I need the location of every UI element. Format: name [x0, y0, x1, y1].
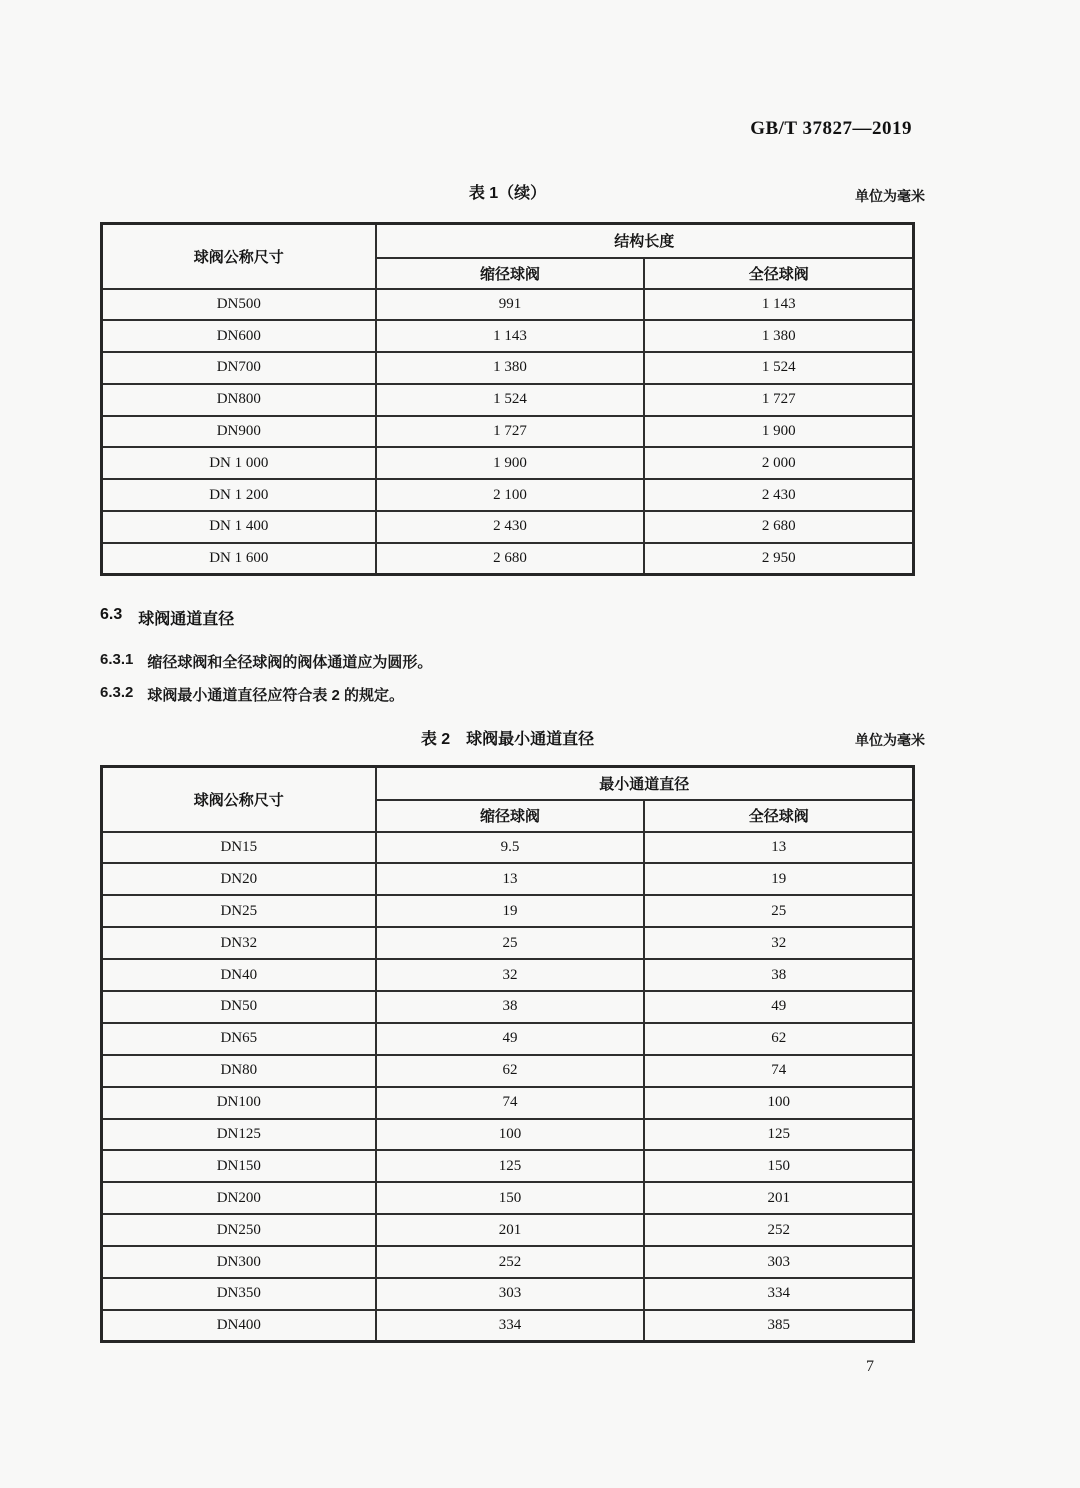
table1-caption: 表 1（续）: [468, 185, 547, 202]
value-cell: 201: [644, 1182, 913, 1214]
value-cell: 25: [644, 895, 913, 927]
table2-header-nominal-size: 球阀公称尺寸: [102, 767, 376, 832]
value-cell: 2 950: [644, 543, 913, 575]
table2-min-channel-diameter: [100, 765, 915, 1343]
table-row: [102, 543, 914, 575]
standard-code: GB/T 37827—2019: [750, 118, 912, 139]
value-cell: 1 524: [644, 352, 913, 384]
value-cell: 1 380: [376, 352, 645, 384]
value-cell: 2 430: [376, 511, 645, 543]
value-cell: 385: [644, 1310, 913, 1342]
nominal-size-cell: DN150: [102, 1150, 376, 1182]
value-cell: 334: [644, 1278, 913, 1310]
table1-header-group: 结构长度: [376, 224, 914, 258]
table-row: [102, 479, 914, 511]
table1-body: [102, 289, 914, 575]
clause-6-3-1: [100, 651, 432, 672]
value-cell: 100: [376, 1119, 645, 1151]
nominal-size-cell: DN 1 000: [102, 447, 376, 479]
nominal-size-cell: DN100: [102, 1087, 376, 1119]
value-cell: 125: [376, 1150, 645, 1182]
table2-unit-note: 单位为毫米: [855, 732, 925, 748]
nominal-size-cell: DN50: [102, 991, 376, 1023]
value-cell: 49: [644, 991, 913, 1023]
value-cell: 32: [644, 927, 913, 959]
value-cell: 13: [644, 832, 913, 864]
nominal-size-cell: DN900: [102, 416, 376, 448]
value-cell: 2 680: [376, 543, 645, 575]
table2-header-group: 最小通道直径: [376, 767, 914, 800]
nominal-size-cell: DN25: [102, 895, 376, 927]
nominal-size-cell: DN 1 200: [102, 479, 376, 511]
value-cell: 1 900: [376, 447, 645, 479]
nominal-size-cell: DN65: [102, 1023, 376, 1055]
table2-header-reduced-bore: 缩径球阀: [376, 800, 645, 832]
table-row: [102, 895, 914, 927]
value-cell: 9.5: [376, 832, 645, 864]
page-number: 7: [866, 1358, 874, 1375]
table-row: [102, 1310, 914, 1342]
value-cell: 1 143: [376, 320, 645, 352]
table-row: [102, 1214, 914, 1246]
value-cell: 1 727: [376, 416, 645, 448]
table1-header-reduced-bore: 缩径球阀: [376, 258, 645, 289]
table-row: [102, 447, 914, 479]
value-cell: 100: [644, 1087, 913, 1119]
clause-6-3-2: [100, 684, 404, 705]
clause-number: 6.3.2: [100, 684, 134, 701]
value-cell: 1 380: [644, 320, 913, 352]
table1-header-nominal-size: 球阀公称尺寸: [102, 224, 376, 289]
value-cell: 303: [644, 1246, 913, 1278]
value-cell: 1 727: [644, 384, 913, 416]
table-row: [102, 416, 914, 448]
nominal-size-cell: DN200: [102, 1182, 376, 1214]
value-cell: 252: [376, 1246, 645, 1278]
table-row: [102, 1278, 914, 1310]
nominal-size-cell: DN700: [102, 352, 376, 384]
table-row: [102, 1150, 914, 1182]
nominal-size-cell: DN350: [102, 1278, 376, 1310]
nominal-size-cell: DN400: [102, 1310, 376, 1342]
value-cell: 13: [376, 863, 645, 895]
nominal-size-cell: DN 1 600: [102, 543, 376, 575]
value-cell: 38: [644, 959, 913, 991]
value-cell: 150: [376, 1182, 645, 1214]
table-row: [102, 320, 914, 352]
table-row: [102, 1087, 914, 1119]
table-row: [102, 289, 914, 321]
nominal-size-cell: DN32: [102, 927, 376, 959]
table-row: [102, 1055, 914, 1087]
value-cell: 201: [376, 1214, 645, 1246]
table-row: [102, 384, 914, 416]
table-row: [102, 927, 914, 959]
value-cell: 1 524: [376, 384, 645, 416]
table-row: [102, 511, 914, 543]
table2-body: [102, 832, 914, 1342]
value-cell: 303: [376, 1278, 645, 1310]
table-row: [102, 1023, 914, 1055]
nominal-size-cell: DN20: [102, 863, 376, 895]
nominal-size-cell: DN80: [102, 1055, 376, 1087]
section-heading-number: 6.3: [100, 606, 123, 623]
clause-number: 6.3.1: [100, 651, 134, 668]
table-row: [102, 352, 914, 384]
table-row: [102, 959, 914, 991]
value-cell: 19: [376, 895, 645, 927]
value-cell: 1 143: [644, 289, 913, 321]
value-cell: 125: [644, 1119, 913, 1151]
value-cell: 2 100: [376, 479, 645, 511]
value-cell: 334: [376, 1310, 645, 1342]
value-cell: 49: [376, 1023, 645, 1055]
nominal-size-cell: DN40: [102, 959, 376, 991]
value-cell: 74: [644, 1055, 913, 1087]
value-cell: 25: [376, 927, 645, 959]
value-cell: 19: [644, 863, 913, 895]
table-row: [102, 1119, 914, 1151]
value-cell: 74: [376, 1087, 645, 1119]
nominal-size-cell: DN600: [102, 320, 376, 352]
table1-unit-note: 单位为毫米: [855, 188, 925, 204]
value-cell: 38: [376, 991, 645, 1023]
value-cell: 32: [376, 959, 645, 991]
table2-header-full-bore: 全径球阀: [644, 800, 913, 832]
nominal-size-cell: DN800: [102, 384, 376, 416]
value-cell: 1 900: [644, 416, 913, 448]
table1-header-full-bore: 全径球阀: [644, 258, 913, 289]
nominal-size-cell: DN300: [102, 1246, 376, 1278]
table2-caption: 表 2 球阀最小通道直径: [420, 731, 595, 748]
table-row: [102, 1182, 914, 1214]
nominal-size-cell: DN 1 400: [102, 511, 376, 543]
nominal-size-cell: DN250: [102, 1214, 376, 1246]
value-cell: 62: [644, 1023, 913, 1055]
nominal-size-cell: DN125: [102, 1119, 376, 1151]
table-row: [102, 991, 914, 1023]
section-heading: [100, 606, 234, 629]
value-cell: 2 000: [644, 447, 913, 479]
clause-text: 球阀最小通道直径应符合表 2 的规定。: [147, 687, 405, 704]
value-cell: 2 430: [644, 479, 913, 511]
table-row: [102, 863, 914, 895]
clause-text: 缩径球阀和全径球阀的阀体通道应为圆形。: [147, 654, 433, 671]
section-heading-title: 球阀通道直径: [138, 611, 235, 628]
value-cell: 252: [644, 1214, 913, 1246]
value-cell: 62: [376, 1055, 645, 1087]
nominal-size-cell: DN500: [102, 289, 376, 321]
value-cell: 2 680: [644, 511, 913, 543]
value-cell: 150: [644, 1150, 913, 1182]
table-row: [102, 1246, 914, 1278]
table1-structural-length: [100, 222, 915, 576]
nominal-size-cell: DN15: [102, 832, 376, 864]
value-cell: 991: [376, 289, 645, 321]
table-row: [102, 832, 914, 864]
